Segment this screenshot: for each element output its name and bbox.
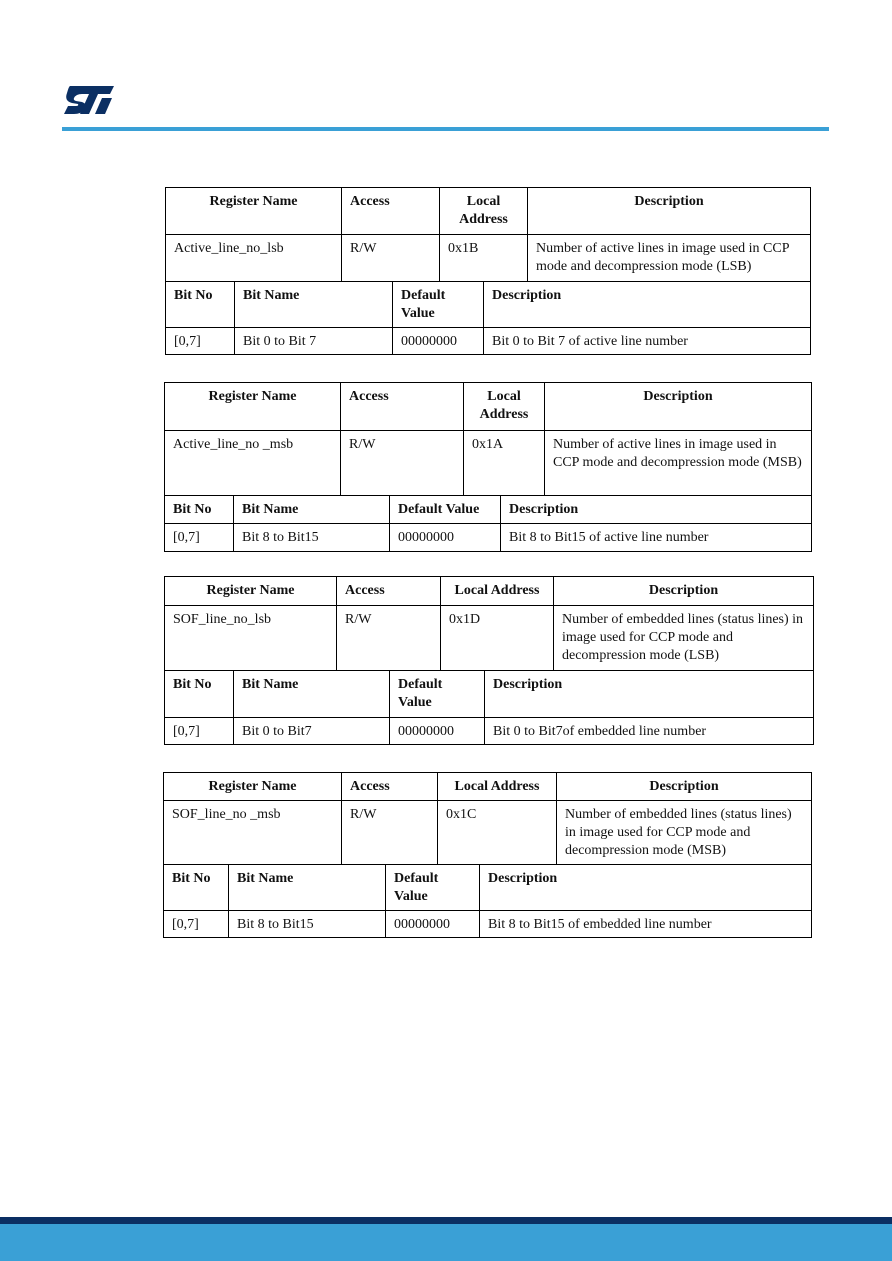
register-row [166, 234, 810, 282]
bit-name: Bit 8 to Bit15 [228, 911, 385, 938]
register-name: SOF_line_no _msb [172, 807, 281, 822]
register-access: R/W [336, 606, 440, 671]
register-address: 0x1C [437, 801, 556, 865]
bits-header-row [165, 495, 811, 524]
header-bit-description: Description [479, 865, 811, 911]
footer-blue-bar [0, 1224, 892, 1261]
bit-description: Bit 8 to Bit15 of embedded line number [479, 911, 811, 938]
header-default-value: Default Value [392, 282, 483, 328]
register-access: R/W [341, 801, 437, 865]
register-table-active-line-lsb [165, 187, 811, 355]
bit-default: 00000000 [389, 524, 500, 552]
header-description: Description [556, 773, 811, 800]
bits-row [166, 327, 810, 355]
header-description: Description [553, 577, 813, 605]
register-header-row [164, 773, 811, 800]
header-access: Access [340, 383, 463, 430]
header-default-value: Default Value [389, 496, 500, 524]
register-table-sof-line-msb [163, 772, 812, 938]
header-bit-no: Bit No [173, 677, 212, 692]
header-bit-no: Bit No [174, 288, 213, 303]
bit-description: Bit 0 to Bit7of embedded line number [484, 718, 813, 745]
register-name: Active_line_no _msb [173, 437, 294, 452]
header-register-name: Register Name [208, 779, 297, 794]
header-local-address: Local Address [440, 577, 553, 605]
bit-name: Bit 0 to Bit 7 [234, 328, 392, 355]
register-description: Number of active lines in image used in CCP mode and decompression mode (MSB) [544, 431, 811, 496]
header-access: Access [341, 188, 439, 234]
footer-dark-bar [0, 1217, 892, 1224]
bit-description: Bit 0 to Bit 7 of active line number [483, 328, 810, 355]
bit-no: [0,7] [173, 530, 200, 545]
header-register-name: Register Name [208, 389, 297, 404]
register-name: SOF_line_no_lsb [173, 612, 272, 627]
bit-description: Bit 8 to Bit15 of active line number [500, 524, 811, 552]
header-register-name: Register Name [209, 194, 298, 209]
bit-default: 00000000 [385, 911, 479, 938]
bit-no: [0,7] [173, 724, 200, 739]
bit-name: Bit 8 to Bit15 [233, 524, 389, 552]
register-header-row [166, 188, 810, 234]
header-local-address: Local Address [463, 383, 544, 430]
header-bit-no: Bit No [173, 502, 212, 517]
header-bit-name: Bit Name [228, 865, 385, 911]
header-bit-name: Bit Name [234, 282, 392, 328]
bit-default: 00000000 [392, 328, 483, 355]
register-row [164, 800, 811, 865]
header-local-address: Local Address [439, 188, 527, 234]
header-access: Access [336, 577, 440, 605]
register-table-active-line-msb [164, 382, 812, 552]
header-default-value: Default Value [389, 671, 484, 718]
register-header-row [165, 577, 813, 605]
header-bit-description: Description [484, 671, 813, 718]
bits-row [165, 717, 813, 745]
register-header-row [165, 383, 811, 430]
register-description: Number of active lines in image used in CCP mode and decompression mode (LSB) [527, 235, 810, 282]
bit-no: [0,7] [172, 917, 199, 932]
header-rule [62, 127, 829, 131]
header-local-address: Local Address [437, 773, 556, 800]
register-address: 0x1A [463, 431, 544, 496]
header-bit-description: Description [483, 282, 810, 328]
register-description: Number of embedded lines (status lines) in image used for CCP mode and decompression mode (MSB) [556, 801, 811, 865]
register-row [165, 605, 813, 671]
header-register-name: Register Name [206, 583, 295, 598]
header-description: Description [544, 383, 811, 430]
bits-header-row [164, 864, 811, 911]
header-bit-name: Bit Name [233, 671, 389, 718]
header-description: Description [527, 188, 810, 234]
register-name: Active_line_no_lsb [174, 241, 284, 256]
register-address: 0x1B [439, 235, 527, 282]
register-access: R/W [340, 431, 463, 496]
register-table-sof-line-lsb [164, 576, 814, 745]
header-bit-no: Bit No [172, 871, 211, 886]
header-bit-description: Description [500, 496, 811, 524]
bits-header-row [166, 281, 810, 328]
register-row [165, 430, 811, 496]
register-address: 0x1D [440, 606, 553, 671]
st-logo-icon [62, 84, 116, 116]
bit-no: [0,7] [174, 334, 201, 349]
bit-default: 00000000 [389, 718, 484, 745]
bits-row [164, 910, 811, 938]
header-default-value: Default Value [385, 865, 479, 911]
header-access: Access [341, 773, 437, 800]
bits-row [165, 523, 811, 552]
register-access: R/W [341, 235, 439, 282]
header-bit-name: Bit Name [233, 496, 389, 524]
register-description: Number of embedded lines (status lines) in image used for CCP mode and decompression mode (LSB) [553, 606, 813, 671]
bit-name: Bit 0 to Bit7 [233, 718, 389, 745]
bits-header-row [165, 670, 813, 718]
